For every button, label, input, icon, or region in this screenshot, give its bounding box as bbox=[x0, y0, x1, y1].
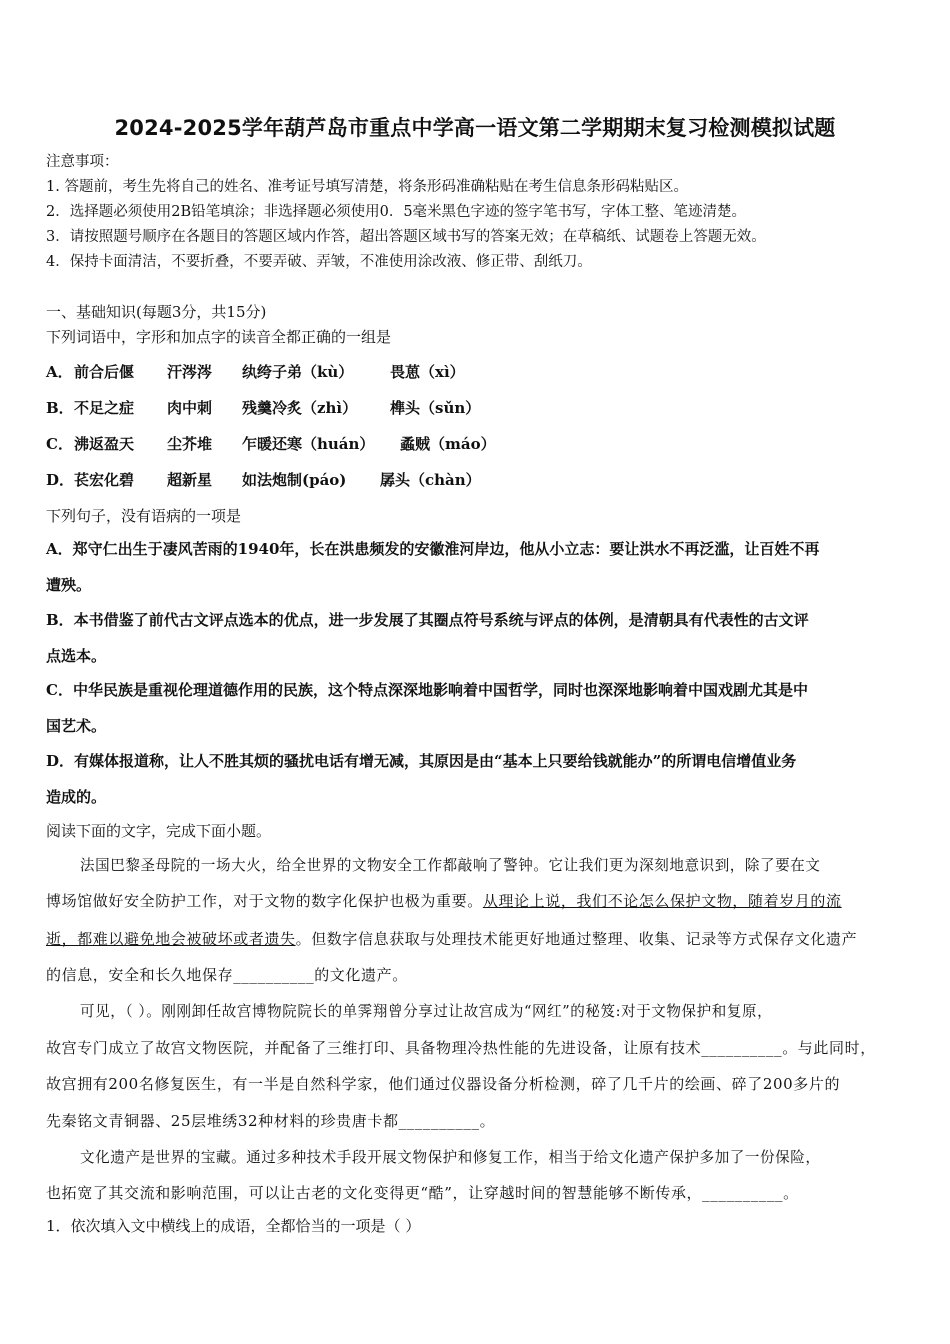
page-title: 2024-2025学年葫芦岛市重点中学高一语文第二学期期末复习检测模拟试题 bbox=[114, 116, 836, 140]
q2-option-b-line1: B．本书借鉴了前代古文评点选本的优点，进一步发展了其圈点符号系统与评点的体例，是清朝具有代表性的古文评 bbox=[46, 611, 809, 629]
notice-item-3: 3．请按照题号顺序在各题目的答题区域内作答，超出答题区域书写的答案无效；在草稿纸、试题卷上答题无效。 bbox=[46, 229, 766, 245]
q2-option-b-line2: 点选本。 bbox=[46, 647, 107, 665]
option-letter: C． bbox=[46, 435, 73, 453]
notice-item-2: 2．选择题必须使用2B铅笔填涂；非选择题必须使用0．5毫米黑色字迹的签字笔书写，字体工整、笔迹清楚。 bbox=[46, 204, 747, 220]
q2-option-d-line1: D．有媒体报道称，让人不胜其烦的骚扰电话有增无减，其原因是由“基本上只要给钱就能办”的所谓电信增值业务 bbox=[46, 752, 797, 770]
q2-option-c-line2: 国艺术。 bbox=[46, 717, 107, 735]
passage-p3-line1: 文化遗产是世界的宝藏。通过多种技术手段开展文物保护和修复工作，相当于给文化遗产保护多加了一份保险， bbox=[80, 1148, 821, 1166]
passage-p1-line1: 法国巴黎圣母院的一场大火，给全世界的文物安全工作都敲响了警钟。它让我们更为深刻地意识到，除了要在文 bbox=[80, 856, 821, 874]
option-word: 如法炮制(páo) bbox=[242, 471, 347, 489]
passage-text: 博场馆做好安全防护工作，对于文物的数字化保护也极为重要。 bbox=[46, 892, 483, 910]
option-word: 尘芥堆 bbox=[167, 435, 213, 453]
passage-p2-line2: 故宫专门成立了故宫文物医院，并配备了三维打印、具备物理冷热性能的先进设备，让原有技术__________。与此同时， bbox=[46, 1039, 876, 1057]
option-word: 苌宏化碧 bbox=[74, 471, 135, 489]
option-word: 畏葸（xì） bbox=[390, 363, 465, 381]
option-letter: B． bbox=[46, 399, 74, 417]
option-word: 残羹冷炙（zhì） bbox=[242, 399, 358, 417]
question-2-stem: 下列句子，没有语病的一项是 bbox=[46, 507, 242, 525]
option-word: 超新星 bbox=[167, 471, 213, 489]
option-word: 不足之症 bbox=[74, 399, 135, 417]
passage-p1-line2 bbox=[46, 891, 908, 911]
passage-p2-line1: 可见，（ ）。刚刚卸任故宫博物院院长的单霁翔曾分享过让故宫成为“网红”的秘笈:对于文物保护和复原， bbox=[80, 1002, 773, 1020]
option-word: 纨绔子弟（kù） bbox=[242, 363, 354, 381]
option-word: 汗涔涔 bbox=[167, 363, 213, 381]
option-word: 孱头（chàn） bbox=[380, 471, 481, 489]
passage-p1-line3 bbox=[46, 929, 908, 949]
q2-option-d-line2: 造成的。 bbox=[46, 788, 107, 806]
passage-p3-line2: 也拓宽了其交流和影响范围，可以让古老的文化变得更“酷”，让穿越时间的智慧能够不断传承，__________。 bbox=[46, 1184, 799, 1202]
option-word: 榫头（sǔn） bbox=[390, 399, 481, 417]
option-word: 前合后偃 bbox=[74, 363, 135, 381]
q2-option-a-line2: 遭殃。 bbox=[46, 576, 92, 594]
section-heading: 一、基础知识(每题3分，共15分) bbox=[46, 303, 267, 321]
passage-p2-line4: 先秦铭文青铜器、25层堆绣32种材料的珍贵唐卡都__________。 bbox=[46, 1112, 496, 1130]
option-word: 沸返盈天 bbox=[74, 435, 135, 453]
reading-intro: 阅读下面的文字，完成下面小题。 bbox=[46, 822, 272, 840]
notice-item-4: 4．保持卡面清洁，不要折叠，不要弄破、弄皱，不准使用涂改液、修正带、刮纸刀。 bbox=[46, 254, 592, 270]
option-word: 肉中刺 bbox=[167, 399, 213, 417]
notice-item-1: 1. 答题前，考生先将自己的姓名、准考证号填写清楚，将条形码准确粘贴在考生信息条形码粘贴区。 bbox=[46, 179, 688, 195]
question-3-stem: 1．依次填入文中横线上的成语，全都恰当的一项是（ ） bbox=[46, 1217, 421, 1235]
q2-option-c-line1: C．中华民族是重视伦理道德作用的民族，这个特点深深地影响着中国哲学，同时也深深地影响着中国戏剧尤其是中 bbox=[46, 681, 808, 699]
underlined-sentence: 从理论上说，我们不论怎么保护文物，随着岁月的流 bbox=[482, 892, 842, 910]
q2-option-a-line1: A．郑守仁出生于凄风苦雨的1940年，长在洪患频发的安徽淮河岸边，他从小立志：要让洪水不再泛滥，让百姓不再 bbox=[46, 540, 820, 558]
passage-p2-line3: 故宫拥有200名修复医生，有一半是自然科学家，他们通过仪器设备分析检测，碎了几千片的绘画、碎了200多片的 bbox=[46, 1075, 841, 1093]
passage-text: 。但数字信息获取与处理技术能更好地通过整理、收集、记录等方式保存文化遗产 bbox=[295, 930, 858, 948]
option-word: 乍暖还寒（huán） bbox=[242, 435, 375, 453]
option-word: 蟊贼（máo） bbox=[400, 435, 496, 453]
option-letter: D． bbox=[46, 471, 75, 489]
question-1-stem: 下列词语中，字形和加点字的读音全都正确的一组是 bbox=[46, 328, 392, 346]
option-letter: A． bbox=[46, 363, 73, 381]
underlined-sentence: 逝，都难以避免地会被破坏或者遗失 bbox=[46, 930, 296, 948]
passage-p1-line4: 的信息，安全和长久地保存__________的文化遗产。 bbox=[46, 966, 408, 984]
notice-heading: 注意事项： bbox=[46, 154, 119, 170]
